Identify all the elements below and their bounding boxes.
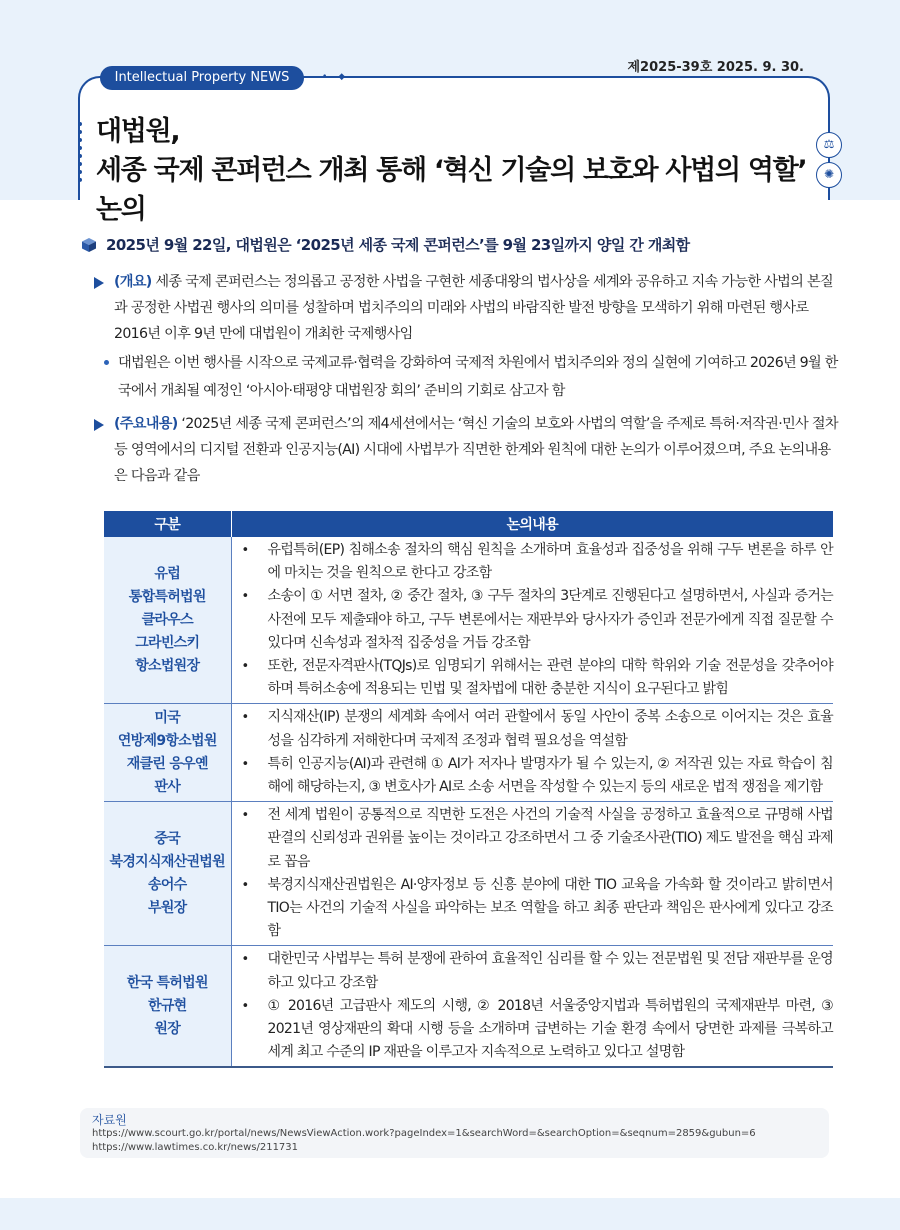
table-header-row <box>104 511 833 537</box>
decorative-dots: —•—◆— <box>312 72 357 82</box>
row-content <box>231 946 833 1068</box>
headline <box>82 234 840 255</box>
category-line: 미국 <box>154 709 181 726</box>
list-item-text: 전 세계 법원이 공통적으로 직면한 도전은 사건의 기술적 사실을 공정하고 효율적으로 규명해 사법 판결의 신뢰성과 권위를 높이는 것이라고 강조하면서 그 중 기술조사관(TIO) 제도 발전을 핵심 과제로 꼽음 <box>267 807 833 870</box>
source-link-1[interactable]: https://www.scourt.go.kr/portal/news/NewsViewAction.work?pageIndex=1&searchWord=&searchOption=&seqnum=2859&gubun=6 <box>92 1128 756 1139</box>
table-row <box>104 802 833 946</box>
category-line: 항소법원장 <box>135 657 200 674</box>
category-line: 판사 <box>154 778 181 795</box>
list-item: • 전 세계 법원이 공통적으로 직면한 도전은 사건의 기술적 사실을 공정하고 효율적으로 규명해 사법 판결의 신뢰성과 권위를 높이는 것이라고 강조하면서 그 중 기술조사관(TIO) 제도 발전을 핵심 과제로 꼽음 <box>241 807 833 870</box>
row-category <box>104 537 231 704</box>
row-content <box>231 704 833 802</box>
category-line: 클라우스 <box>141 611 193 628</box>
category-line: 그라빈스키 <box>135 634 200 651</box>
globe-icon: ✺ <box>816 162 842 188</box>
column-header-content: 논의내용 <box>231 511 833 537</box>
category-line: 유럽 <box>154 565 181 582</box>
list-item: • 소송이 ① 서면 절차, ② 중간 절차, ③ 구두 절차의 3단계로 진행된다고 설명하면서, 사실과 증거는 사전에 모두 제출돼야 하고, 구두 변론에서는 재판부와 당사자가 증인과 전문가에게 직접 질문할 수 있다며 신속성과 절차적 집중성을 거듭 강조함 <box>241 588 833 651</box>
main-text: ‘2025년 세종 국제 콘퍼런스’의 제4세션에서는 ‘혁신 기술의 보호와 사법의 역할’을 주제로 특허·저작권·민사 절차 등 영역에서의 디지털 전환과 인공지능(AI) 시대에 사법부가 직면한 한계와 원칙에 대한 논의가 이루어졌으며, 주요 논의내용은 다음과 같음 <box>114 416 838 484</box>
row-content <box>231 802 833 946</box>
source-box <box>80 1108 829 1158</box>
article-body <box>80 234 840 489</box>
table-row <box>104 946 833 1068</box>
row-category <box>104 704 231 802</box>
category-line: 원장 <box>154 1020 181 1037</box>
list-item: • 북경지식재산권법원은 AI·양자정보 등 신흥 분야에 대한 TIO 교육을 가속화 할 것이라고 밝히면서 TIO는 사건의 기술적 사실을 파악하는 보조 역할을 하고 최종 판단과 책임은 판사에게 있다고 강조함 <box>241 876 833 940</box>
category-line: 한규현 <box>148 997 187 1014</box>
overview-sub-item <box>104 349 840 405</box>
list-item: • ① 2016년 고급판사 제도의 시행, ② 2018년 서울중앙지법과 특허법원의 국제재판부 마련, ③ 2021년 영상재판의 확대 시행 등을 소개하며 급변하는 기술 환경 속에서 당면한 과제를 극복하고 세계 최고 수준의 IP 재판을 이루고자 지속적으로 노력하고 있다고 설명함 <box>241 997 833 1061</box>
dot-bullet-icon <box>104 360 109 365</box>
page-title <box>96 112 816 229</box>
row-content <box>231 537 833 704</box>
scales-icon: ⚖ <box>816 132 842 158</box>
overview-text: 세종 국제 콘퍼런스는 정의롭고 공정한 사법을 구현한 세종대왕의 법사상을 세계와 공유하고 지속 가능한 사법의 본질과 공정한 사법권 행사의 의미를 성찰하며 법치주의의 미래와 사법의 바람직한 발전 방향을 모색하기 위해 마련된 행사로 2016년 이후 9년 만에 대법원이 개최한 국제행사임 <box>114 274 833 342</box>
source-link-2[interactable]: https://www.lawtimes.co.kr/news/211731 <box>92 1142 299 1153</box>
list-item: • 또한, 전문자격판사(TQJs)로 임명되기 위해서는 관련 분야의 대학 학위와 기술 전문성을 갖추어야 하며 특허소송에 적용되는 민법 및 절차법에 대한 충분한 지식이 요구된다고 밝힘 <box>241 658 833 698</box>
list-item: • 특히 인공지능(AI)과 관련해 ① AI가 저자나 발명자가 될 수 있는지, ② 저작권 있는 자료 학습이 침해에 해당하는지, ③ 변호사가 AI로 소송 서면을 작성할 수 있는지 등의 새로운 법적 쟁점을 제기함 <box>241 755 833 796</box>
list-item: • 지식재산(IP) 분쟁의 세계화 속에서 여러 관할에서 동일 사안이 중복 소송으로 이어지는 것은 효율성을 심각하게 저해한다며 국제적 조정과 협력 필요성을 역설함 <box>241 709 833 749</box>
list-item-text: 대한민국 사법부는 특허 분쟁에 관하여 효율적인 심리를 할 수 있는 전문법원 및 전담 재판부를 운영하고 있다고 강조함 <box>267 951 833 991</box>
table-row <box>104 704 833 802</box>
title-line2: 세종 국제 콘퍼런스 개최 통해 ‘혁신 기술의 보호와 사법의 역할’ 논의 <box>96 155 807 225</box>
list-item-text: 북경지식재산권법원은 AI·양자정보 등 신흥 분야에 대한 TIO 교육을 가속화 할 것이라고 밝히면서 TIO는 사건의 기술적 사실을 파악하는 보조 역할을 하고 최종 판단과 책임은 판사에게 있다고 강조함 <box>267 876 833 940</box>
category-line: 연방제9항소법원 <box>117 732 217 749</box>
headline-text: 2025년 9월 22일, 대법원은 ‘2025년 세종 국제 콘퍼런스’를 9월 23일까지 양일 간 개최함 <box>106 236 690 254</box>
category-line: 송어수 <box>148 876 187 893</box>
list-item: • 유럽특허(EP) 침해소송 절차의 핵심 원칙을 소개하며 효율성과 집중성을 위해 구두 변론을 하루 안에 마치는 것을 원칙으로 한다고 강조함 <box>241 542 833 582</box>
category-line: 한국 특허법원 <box>126 974 208 991</box>
category-line: 재클린 응우옌 <box>126 755 208 772</box>
decorative-dots-vertical <box>78 122 86 182</box>
category-line: 통합특허법원 <box>128 588 206 605</box>
list-item-text: 소송이 ① 서면 절차, ② 중간 절차, ③ 구두 절차의 3단계로 진행된다고 설명하면서, 사실과 증거는 사전에 모두 제출돼야 하고, 구두 변론에서는 재판부와 당사자가 증인과 전문가에게 직접 질문할 수 있다며 신속성과 절차적 집중성을 거듭 강조함 <box>267 588 833 651</box>
footer-band <box>0 1198 900 1230</box>
title-line1: 대법원, <box>96 116 180 147</box>
overview-tag: (개요) <box>114 274 152 290</box>
list-item-text: 지식재산(IP) 분쟁의 세계화 속에서 여러 관할에서 동일 사안이 중복 소송으로 이어지는 것은 효율성을 심각하게 저해한다며 국제적 조정과 협력 필요성을 역설함 <box>267 709 833 749</box>
row-category <box>104 946 231 1068</box>
source-label: 자료원 <box>92 1113 127 1127</box>
category-line: 북경지식재산권법원 <box>109 853 225 870</box>
main-paragraph <box>94 411 840 489</box>
overview-sub-text: 대법원은 이번 행사를 시작으로 국제교류·협력을 강화하여 국제적 차원에서 법치주의와 정의 실현에 기여하고 2026년 9월 한국에서 개최될 예정인 ‘아시아·태평양 대법원장 회의’ 준비의 기회로 삼고자 함 <box>118 355 838 399</box>
category-line: 중국 <box>154 830 181 847</box>
triangle-bullet-icon <box>94 419 104 431</box>
discussion-table <box>104 511 833 1068</box>
overview-paragraph <box>94 269 840 347</box>
table-row <box>104 537 833 704</box>
column-header-category: 구분 <box>104 511 231 537</box>
cube-icon <box>82 238 96 252</box>
main-tag: (주요내용) <box>114 416 178 432</box>
list-item-text: 유럽특허(EP) 침해소송 절차의 핵심 원칙을 소개하며 효율성과 집중성을 위해 구두 변론을 하루 안에 마치는 것을 원칙으로 한다고 강조함 <box>267 542 833 582</box>
row-category <box>104 802 231 946</box>
triangle-bullet-icon <box>94 277 104 289</box>
list-item-text: ① 2016년 고급판사 제도의 시행, ② 2018년 서울중앙지법과 특허법원의 국제재판부 마련, ③ 2021년 영상재판의 확대 시행 등을 소개하며 급변하는 기술 환경 속에서 당면한 과제를 극복하고 세계 최고 수준의 IP 재판을 이루고자 지속적으로 노력하고 있다고 설명함 <box>267 997 833 1061</box>
list-item-text: 또한, 전문자격판사(TQJs)로 임명되기 위해서는 관련 분야의 대학 학위와 기술 전문성을 갖추어야 하며 특허소송에 적용되는 민법 및 절차법에 대한 충분한 지식이 요구된다고 밝힘 <box>267 658 833 698</box>
list-item: • 대한민국 사법부는 특허 분쟁에 관하여 효율적인 심리를 할 수 있는 전문법원 및 전담 재판부를 운영하고 있다고 강조함 <box>241 951 833 991</box>
category-line: 부원장 <box>148 899 187 916</box>
list-item-text: 특히 인공지능(AI)과 관련해 ① AI가 저자나 발명자가 될 수 있는지, ② 저작권 있는 자료 학습이 침해에 해당하는지, ③ 변호사가 AI로 소송 서면을 작성할 수 있는지 등의 새로운 법적 쟁점을 제기함 <box>267 755 833 796</box>
series-badge: Intellectual Property NEWS <box>100 66 304 90</box>
issue-number: 제2025-39호 2025. 9. 30. <box>627 60 804 75</box>
